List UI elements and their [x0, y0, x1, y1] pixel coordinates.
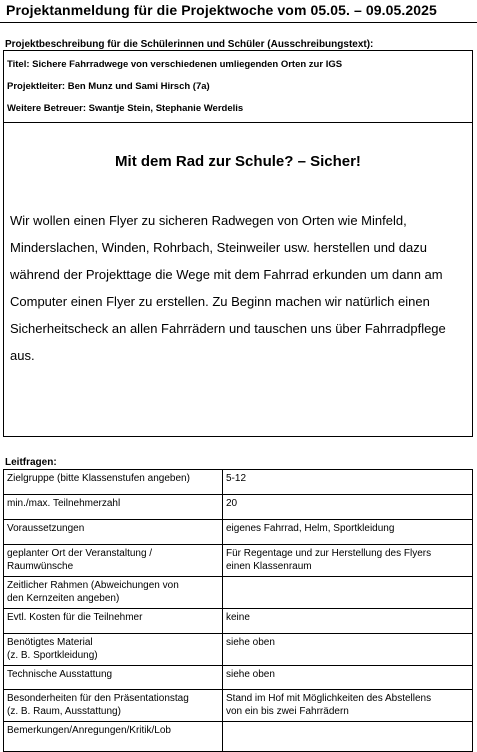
guiding-questions-table [3, 469, 473, 752]
description-headline: Mit dem Rad zur Schule? – Sicher! [115, 153, 361, 170]
description-line: während der Projekttage die Wege mit dem Fahrrad erkunden um dann am [10, 267, 443, 282]
description-line: aus. [10, 348, 35, 363]
table-row [4, 609, 473, 634]
question-cell: geplanter Ort der Veranstaltung / Raumwünsche [4, 545, 223, 577]
question-cell: Evtl. Kosten für die Teilnehmer [4, 609, 223, 634]
table-row [4, 634, 473, 666]
question-cell: Bemerkungen/Anregungen/Kritik/Lob [4, 722, 223, 752]
guiding-questions-label: Leitfragen: [5, 457, 57, 468]
table-row [4, 470, 473, 495]
answer-cell: Für Regentage und zur Herstellung des Flyers einen Klassenraum [223, 545, 473, 577]
question-cell: Zielgruppe (bitte Klassenstufen angeben) [4, 470, 223, 495]
title-divider [0, 22, 477, 23]
table-row [4, 577, 473, 609]
answer-cell: Stand im Hof mit Möglichkeiten des Abstellens von ein bis zwei Fahrrädern [223, 690, 473, 722]
table-row [4, 666, 473, 690]
answer-cell: siehe oben [223, 666, 473, 690]
page-title: Projektanmeldung für die Projektwoche vom 05.05. – 09.05.2025 [6, 2, 437, 18]
project-title-line: Titel: Sichere Fahrradwege von verschiedenen umliegenden Orten zur IGS [7, 59, 343, 70]
project-leaders-line: Projektleiter: Ben Munz und Sami Hirsch (7a) [7, 81, 210, 92]
question-cell: Besonderheiten für den Präsentationstag (z. B. Raum, Ausstattung) [4, 690, 223, 722]
table-row [4, 722, 473, 752]
description-line: Sicherheitscheck an allen Fahrrädern und tauschen uns über Fahrradpflege [10, 321, 446, 336]
description-line: Wir wollen einen Flyer zu sicheren Radwegen von Orten wie Minfeld, [10, 213, 407, 228]
answer-cell: eigenes Fahrrad, Helm, Sportkleidung [223, 520, 473, 545]
description-label: Projektbeschreibung für die Schülerinnen und Schüler (Ausschreibungstext): [5, 39, 374, 50]
answer-cell: keine [223, 609, 473, 634]
question-cell: Voraussetzungen [4, 520, 223, 545]
description-body [10, 207, 468, 369]
project-info-box [3, 50, 473, 122]
table-row [4, 520, 473, 545]
description-box [3, 122, 473, 437]
question-cell: Zeitlicher Rahmen (Abweichungen von den Kernzeiten angeben) [4, 577, 223, 609]
description-line: Minderslachen, Winden, Rohrbach, Steinweiler usw. herstellen und dazu [10, 240, 427, 255]
question-cell: min./max. Teilnehmerzahl [4, 495, 223, 520]
table-row [4, 545, 473, 577]
answer-cell: 5-12 [223, 470, 473, 495]
question-cell: Technische Ausstattung [4, 666, 223, 690]
table-row [4, 690, 473, 722]
question-cell: Benötigtes Material (z. B. Sportkleidung) [4, 634, 223, 666]
project-supervisors-line: Weitere Betreuer: Swantje Stein, Stephanie Werdelis [7, 103, 244, 114]
answer-cell [223, 577, 473, 609]
answer-cell: siehe oben [223, 634, 473, 666]
answer-cell [223, 722, 473, 752]
answer-cell: 20 [223, 495, 473, 520]
description-line: Computer einen Flyer zu erstellen. Zu Beginn machen wir natürlich einen [10, 294, 430, 309]
table-row [4, 495, 473, 520]
